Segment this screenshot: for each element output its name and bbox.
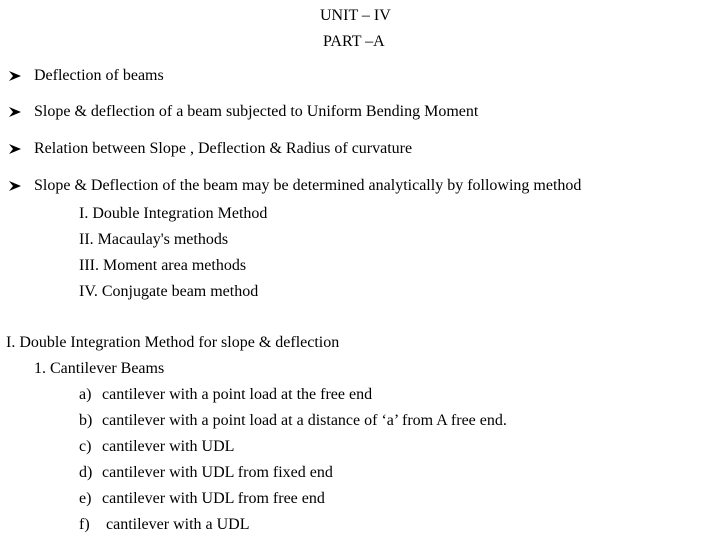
list-item-text: cantilever with UDL from free end [102, 490, 325, 507]
part-title: PART –A [323, 33, 385, 50]
list-item [79, 386, 372, 404]
bullet-text: Deflection of beams [34, 67, 164, 84]
list-item [79, 490, 325, 508]
arrow-bullet-icon [8, 103, 34, 118]
bullet-item [8, 140, 412, 158]
list-item-text: cantilever with UDL from fixed end [102, 464, 333, 481]
method-item: IV. Conjugate beam method [79, 283, 259, 300]
section-subtitle: 1. Cantilever Beams [34, 360, 165, 377]
section-title: I. Double Integration Method for slope & deflection [6, 334, 340, 351]
unit-title: UNIT – IV [320, 7, 391, 24]
bullet-item [8, 177, 581, 195]
method-item: II. Macaulay's methods [79, 231, 229, 248]
list-item-text: cantilever with a UDL [102, 516, 250, 533]
list-item [79, 464, 333, 482]
method-item: III. Moment area methods [79, 257, 247, 274]
list-item [79, 516, 250, 534]
arrow-bullet-icon [8, 177, 34, 192]
list-marker: d) [79, 464, 93, 481]
bullet-item [8, 103, 478, 121]
list-marker: c) [79, 438, 92, 455]
list-item-text: cantilever with a point load at a distance of ‘a’ from A free end. [102, 412, 507, 429]
bullet-text: Slope & Deflection of the beam may be determined analytically by following method [34, 177, 582, 194]
list-marker: e) [79, 490, 92, 507]
list-item [79, 438, 234, 456]
arrow-bullet-icon [8, 140, 34, 155]
method-item: I. Double Integration Method [79, 205, 268, 222]
list-marker: a) [79, 386, 92, 403]
list-marker: f) [79, 516, 90, 533]
list-item [79, 412, 507, 430]
bullet-text: Slope & deflection of a beam subjected to Uniform Bending Moment [34, 103, 479, 120]
list-item-text: cantilever with a point load at the free end [102, 386, 373, 403]
bullet-item [8, 67, 164, 85]
bullet-text: Relation between Slope , Deflection & Radius of curvature [34, 140, 413, 157]
list-marker: b) [79, 412, 93, 429]
list-item-text: cantilever with UDL [102, 438, 235, 455]
arrow-bullet-icon [8, 67, 34, 82]
